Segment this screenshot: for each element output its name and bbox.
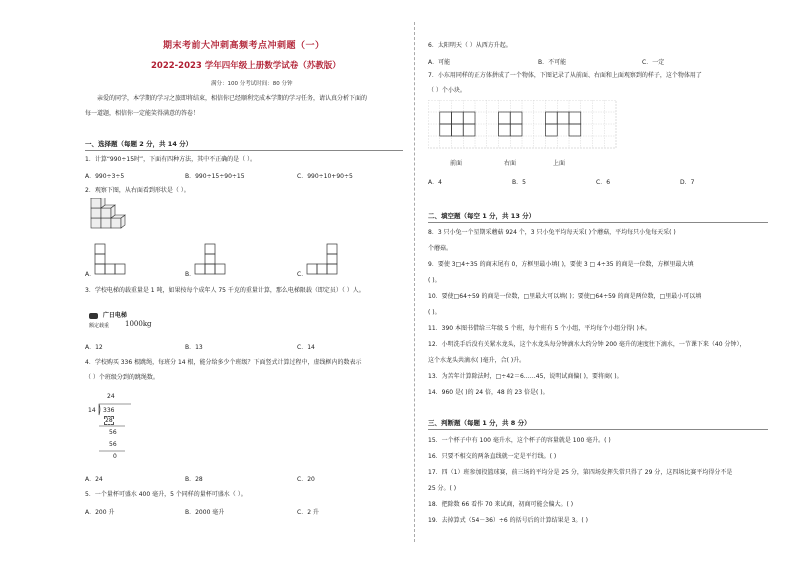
- q2-option-c-shape: [306, 243, 340, 277]
- q3-option-b: B．13: [185, 344, 203, 351]
- question-12-line-1: 12．小明洗手后没有关紧水龙头，这个水龙头每分钟滴水大约分钟 200 毫升的速度往下滴水，一节课下来（40 分钟），: [428, 341, 746, 348]
- q3-option-a: A．12: [85, 344, 103, 351]
- question-3: 3．学校电梯的载重量是 1 吨，如果按每个成年人 75 千克的重量计算，那么电梯限载（即定员）（ ）人。: [85, 287, 365, 294]
- q3-option-c: C．14: [297, 344, 315, 351]
- question-7-line-1: 7．小东用同样的正方体拼成了一个物体，下图记录了从前面、右面和上面观察到的样子，这个物体用了: [428, 72, 702, 79]
- exam-meta: 满分：100 分考试时间：80 分钟: [211, 81, 293, 87]
- q4-option-a: A．24: [85, 476, 103, 483]
- view-label-right: 右面: [504, 160, 517, 167]
- question-19: 19．去掉算式（54－36）÷6 的括号后的计算结果是 3。( ): [428, 517, 588, 524]
- q2-option-a-shape: [94, 243, 128, 277]
- question-17-line-2: 25 分。( ): [428, 485, 457, 492]
- exam-title: 期末考前大冲刺高频考点冲刺题（一）: [163, 41, 325, 51]
- q4-option-c: C．20: [297, 476, 315, 483]
- intro-line-1: 亲爱的同学，本学期的学习之旅即将结束，相信你已经顺利完成本学期的学习任务，请认真分析下面的: [97, 95, 368, 102]
- view-label-top: 上面: [553, 160, 566, 167]
- elevator-brand: 广日电梯: [102, 312, 127, 319]
- question-10-line-1: 10．要使□64÷59 的商是一位数，□里最大可以填( )；要使□64÷59 的商是两位数，□里最小可以填: [428, 293, 702, 300]
- question-6: 6．太阳明天（ ）从西方升起。: [428, 42, 512, 49]
- division-remainder: 0: [113, 453, 117, 460]
- q5-option-b: B．2000 毫升: [185, 509, 225, 516]
- question-17-line-1: 17．四（1）班参加投篮球赛，前三场的平均分是 25 分，第四场发挥失常只得了 29 分，这四场比赛平均得分不是: [428, 469, 733, 476]
- elevator-load-value: 1000kg: [125, 320, 152, 328]
- question-13: 13．为苦年计算除法时，□÷42＝6……45，说明试商偏( )，要将商( )。: [428, 373, 623, 380]
- elevator-load-label: 额定载重: [89, 323, 110, 329]
- section1-rule: [85, 150, 403, 151]
- division-step-1: 28: [105, 417, 113, 424]
- question-16: 16．只要不相交的两条直线就一定是平行线。( ): [428, 453, 557, 460]
- q1-option-c: C．990÷10+90÷5: [297, 173, 353, 180]
- q6-option-a: A．可能: [428, 59, 451, 66]
- q6-option-c: C．一定: [642, 59, 665, 66]
- division-dividend: 336: [103, 407, 115, 414]
- q2-option-c: C．: [297, 271, 308, 278]
- question-14: 14．960 是( )的 24 倍，48 的 23 倍是( )。: [428, 389, 549, 396]
- view-label-front: 前面: [450, 160, 463, 167]
- question-9-line-2: ( )。: [428, 277, 441, 284]
- question-8-line-1: 8．3 只小兔一个星期采蘑菇 924 个，3 只小兔平均每天采( )个蘑菇，平均每只小兔每天采( ): [428, 229, 676, 236]
- question-18: 18．把除数 66 看作 70 来试商，初商可能会偏大。( ): [428, 501, 574, 508]
- question-15: 15．一个杯子中有 100 毫升水，这个杯子的容量就是 100 毫升。( ): [428, 437, 611, 444]
- section2-rule: [428, 222, 768, 223]
- q1-option-a: A．990÷3÷5: [85, 173, 125, 180]
- question-9-line-1: 9．要使 3□4÷35 的商末尾有 0，方框里最小填( )，要使 3 □ 4÷35 的商是一位数，方框里最大填: [428, 261, 694, 268]
- question-12-line-2: 这个水龙头共滴水( )毫升，合( )升。: [428, 357, 526, 364]
- cube-stack-figure: [89, 198, 133, 234]
- q4-option-b: B．28: [185, 476, 203, 483]
- elevator-sign: [89, 310, 127, 319]
- section2-heading: 二、填空题（每空 1 分，共 13 分）: [428, 212, 536, 220]
- q7-option-c: C．6: [596, 179, 611, 186]
- elevator-logo-icon: [89, 313, 98, 319]
- q1-option-b: B．990÷15÷90÷15: [185, 173, 245, 180]
- section3-rule: [428, 429, 768, 430]
- question-7-line-2: （ ）个小块。: [428, 87, 466, 94]
- section3-heading: 三、判断题（每题 1 分，共 8 分）: [428, 419, 531, 427]
- exam-subtitle: 2022-2023 学年四年级上册数学试卷（苏教版）: [151, 61, 341, 71]
- question-5: 5．一个量杯可盛水 400 毫升，5 个同样的量杯可盛水（ ）。: [85, 491, 247, 498]
- question-4-line-1: 4．学校购买 336 根跳绳，每班分 14 根，能分给多少个班级？下面竖式计算过程中，虚线框内的数表示: [85, 359, 362, 366]
- views-grid: [428, 100, 618, 156]
- q6-option-b: B．不可能: [538, 59, 567, 66]
- q5-option-c: C．2 升: [297, 509, 319, 516]
- q7-option-a: A．4: [428, 179, 442, 186]
- question-10-line-2: ( )。: [428, 309, 441, 316]
- division-step-3: 56: [109, 441, 117, 448]
- section1-heading: 一、选择题（每题 2 分，共 14 分）: [85, 140, 193, 148]
- q7-option-d: D．7: [680, 179, 695, 186]
- question-2: 2．观察下图，从右面看到形状是（ ）。: [85, 187, 190, 194]
- division-lines: [85, 391, 145, 463]
- q2-option-a: A．: [85, 271, 96, 278]
- division-quotient: 24: [107, 393, 115, 400]
- question-8-line-2: 个蘑菇。: [428, 245, 453, 252]
- column-divider: [414, 22, 415, 542]
- question-4-line-2: （ ）个班级分到的跳绳数。: [85, 374, 159, 381]
- q2-option-b: B．: [185, 271, 196, 278]
- q2-option-b-shape: [194, 243, 228, 277]
- intro-line-2: 每一道题，相信你一定能笑得满意的答卷！: [85, 110, 200, 117]
- q7-option-b: B．5: [512, 179, 526, 186]
- long-division: [85, 391, 145, 463]
- q5-option-a: A．200 升: [85, 509, 115, 516]
- division-divisor: 14: [88, 407, 96, 414]
- division-step-2: 56: [109, 429, 117, 436]
- question-1: 1．计算“990÷15时”，下面有四种方法，其中不正确的是（ ）。: [85, 156, 257, 163]
- question-11: 11．390 本图书借给三年级 5 个班，每个班有 5 个小组，平均每个小组分得( )本。: [428, 325, 651, 332]
